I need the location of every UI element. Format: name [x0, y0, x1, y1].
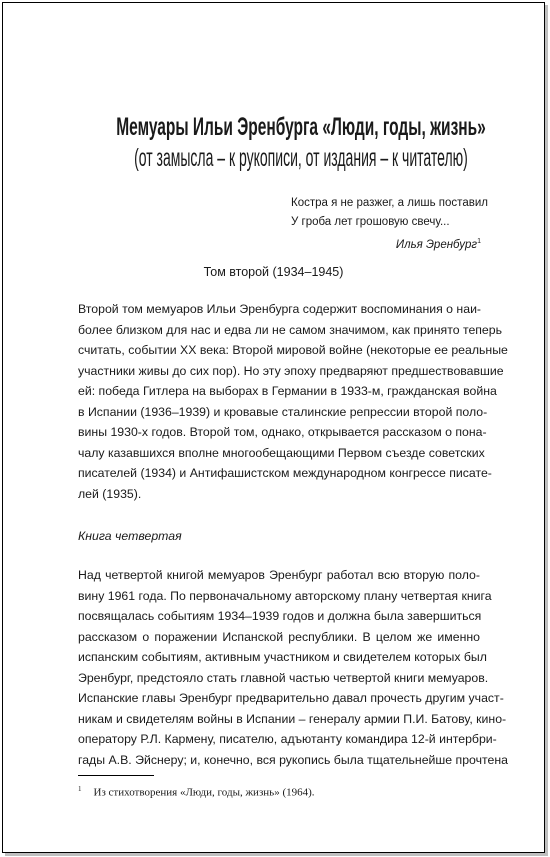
paragraph-line: никам и свидетелям войны в Испании – генералу армии П.И. Батову, кино- [78, 711, 507, 726]
paragraph-line: Над четвертой книгой мемуаров Эренбург работал всю вторую поло- [78, 568, 480, 582]
paragraph-intro [78, 299, 508, 504]
paragraph-line: чалу казавшихся вполне многообещающими Первом съезде советских [78, 445, 485, 460]
footnote-divider [78, 775, 154, 776]
footnote-mark: 1 [78, 785, 82, 793]
page-title [3, 112, 544, 142]
paragraph-line: гады А.В. Эйснеру; и, конечно, вся рукопись была тщательнейше прочтена [78, 752, 508, 767]
page-title-text: Мемуары Ильи Эренбурга «Люди, годы, жизнь» [116, 113, 486, 141]
volume-heading: Том второй (1934–1945) [203, 265, 344, 279]
epigraph-line: Костра я не разжег, а лишь поставил [291, 197, 488, 209]
epigraph [291, 194, 488, 255]
paragraph-book-four [78, 565, 508, 770]
paragraph-line: считать, событии XX века: Второй мировой войне (некоторые ее реальные [78, 343, 508, 357]
paragraph-line: Второй том мемуаров Ильи Эренбурга содержит воспоминания о наи- [78, 302, 482, 316]
document-page [2, 2, 545, 853]
epigraph-author [291, 232, 481, 255]
paragraph-line: вины 1930-х годов. Второй том, однако, открывается рассказом о пона- [78, 425, 487, 439]
page-subtitle-text: (от замысла – к рукописи, от издания – к читателю) [134, 144, 468, 172]
paragraph-line: испанским событиям, активным участником и свидетелем которых был [78, 650, 487, 664]
paragraph-line: в Испании (1936–1939) и кровавые сталинские репрессии второй поло- [78, 404, 488, 419]
footnote [78, 781, 315, 801]
paragraph-line: оператору Р.Л. Кармену, писателю, адъютанту командира 12-й интербри- [78, 732, 497, 746]
paragraph-line: ей: победа Гитлера на выборах в Германии в 1933-м, гражданская война [78, 384, 497, 398]
paragraph-line: Эренбург, предстояло стать главной частью четвертой книги мемуаров. [78, 670, 489, 685]
paragraph-line: Испанские главы Эренбург предварительно давал прочесть другим участ- [78, 691, 504, 705]
epigraph-line: У гроба лет грошовую свечу... [291, 216, 450, 228]
page-subtitle [3, 143, 544, 173]
footnote-text: Из стихотворения «Люди, годы, жизнь» (1964). [93, 786, 315, 799]
paragraph-line: рассказом о поражении Испанской республики. В целом же именно [78, 629, 480, 644]
paragraph-line: посвящалась событиям 1934–1939 годов и должна была завершиться [78, 609, 482, 623]
footnote-reference[interactable]: 1 [477, 238, 481, 245]
paragraph-line: участники живы до сих пор). Но эту эпоху предваряют предшествовавшие [78, 363, 504, 378]
epigraph-author-name: Илья Эренбург [395, 238, 478, 251]
paragraph-line: писателей (1934) и Антифашистском международном конгрессе писате- [78, 466, 492, 480]
paragraph-line: лей (1935). [78, 486, 142, 501]
paragraph-line: более близком для нас и едва ли не самом значимом, как принято теперь [78, 322, 503, 337]
section-heading: Книга четвертая [78, 529, 182, 543]
paragraph-line: вину 1961 года. По первоначальному авторскому плану четвертая книга [78, 588, 492, 603]
